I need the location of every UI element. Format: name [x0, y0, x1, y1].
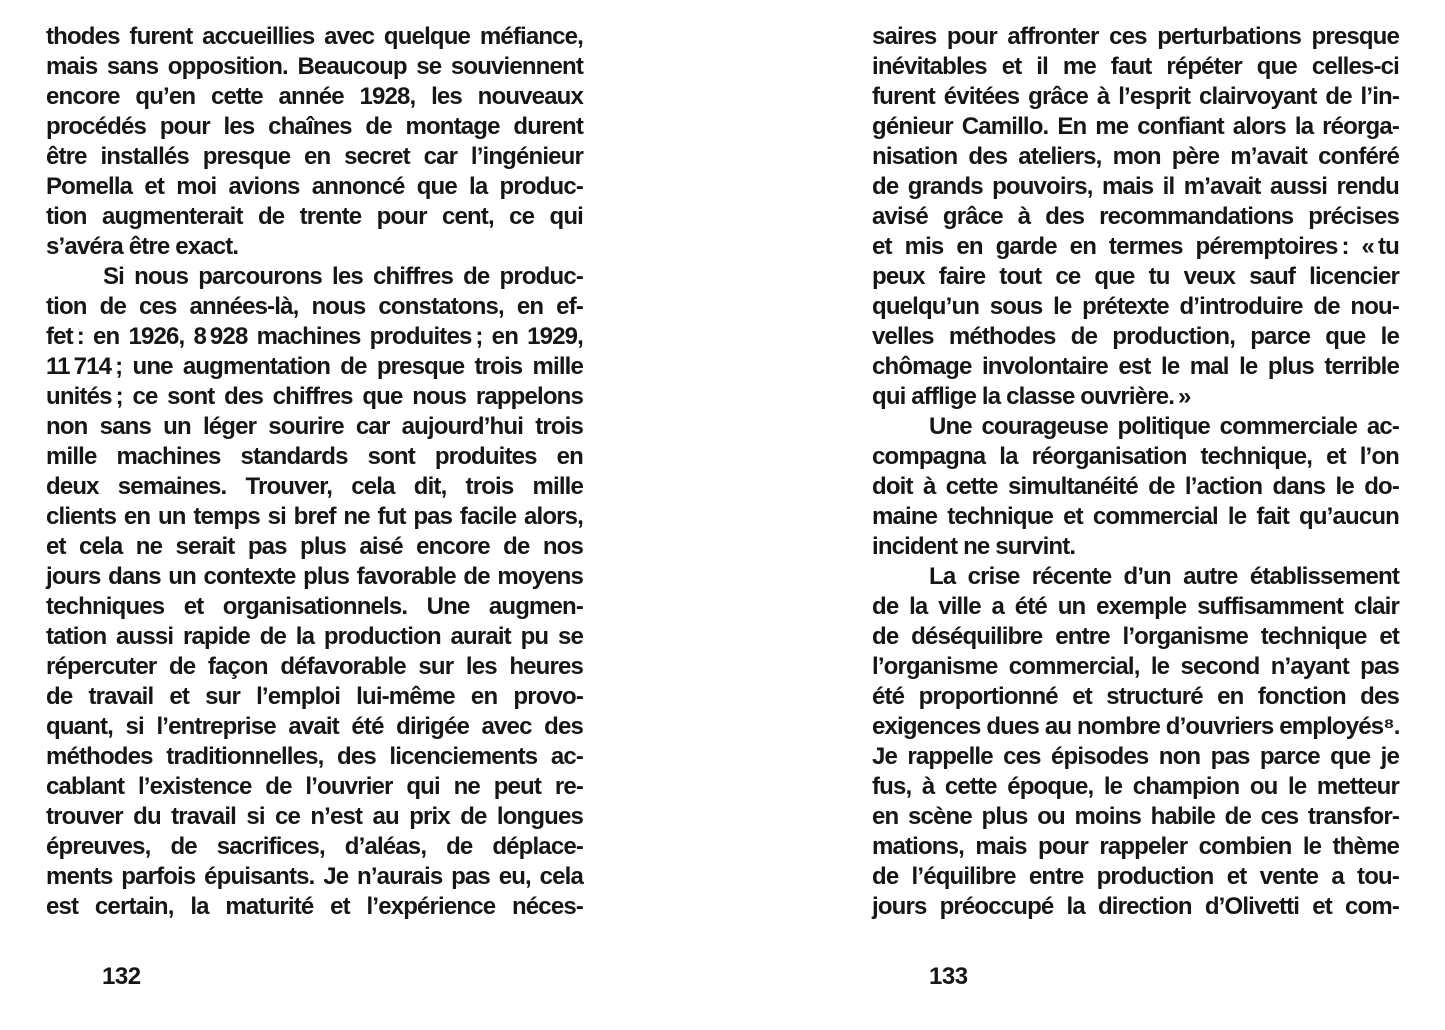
- text-line: Je rappelle ces épisodes non pas parce que je: [872, 743, 1399, 770]
- text-line: quelqu’un sous le prétexte d’introduire de nou-: [872, 293, 1399, 320]
- text-line: cablant l’existence de l’ouvrier qui ne peut re-: [46, 773, 583, 800]
- text-line: incident ne survint.: [872, 533, 1076, 560]
- text-line: de grands pouvoirs, mais il m’avait aussi rendu: [872, 173, 1399, 200]
- text-line: trouver du travail si ce n’est au prix de longues: [46, 803, 583, 830]
- page-number: 133: [929, 963, 968, 990]
- text-line: mille machines standards sont produites en: [46, 443, 583, 470]
- text-line: deux semaines. Trouver, cela dit, trois mille: [46, 473, 583, 500]
- text-line: avisé grâce à des recommandations précises: [872, 203, 1399, 230]
- text-line: mais sans opposition. Beaucoup se souviennent: [46, 53, 583, 80]
- text-line: répercuter de façon défavorable sur les heures: [46, 653, 583, 680]
- page-number: 132: [102, 963, 141, 990]
- text-line: été proportionné et structuré en fonction des: [872, 683, 1399, 710]
- text-line: exigences dues au nombre d’ouvriers employés⁸.: [872, 713, 1400, 740]
- text-line: saires pour affronter ces perturbations presque: [872, 23, 1399, 50]
- text-line: est certain, la maturité et l’expérience néces-: [46, 893, 583, 920]
- text-column: [872, 22, 1399, 922]
- text-line: être installés presque en secret car l’ingénieur: [46, 143, 583, 170]
- text-line: thodes furent accueillies avec quelque méfiance,: [46, 23, 583, 50]
- text-line: de la ville a été un exemple suffisamment clair: [872, 593, 1399, 620]
- text-line: techniques et organisationnels. Une augmen-: [46, 593, 583, 620]
- text-line: s’avéra être exact.: [46, 233, 239, 260]
- text-line: unités ; ce sont des chiffres que nous rappelons: [46, 383, 583, 410]
- text-line: non sans un léger sourire car aujourd’hui trois: [46, 413, 583, 440]
- text-line: tion augmenterait de trente pour cent, ce qui: [46, 203, 583, 230]
- text-line: méthodes traditionnelles, des licenciements ac-: [46, 743, 583, 770]
- book-page-left: [46, 0, 583, 1030]
- text-line: Si nous parcourons les chiffres de produc-: [103, 263, 583, 290]
- text-line: peux faire tout ce que tu veux sauf licencier: [872, 263, 1399, 290]
- text-line: génieur Camillo. En me confiant alors la réorga-: [872, 113, 1399, 140]
- text-line: Une courageuse politique commerciale ac-: [929, 413, 1399, 440]
- text-line: épreuves, de sacrifices, d’aléas, de déplace-: [46, 833, 583, 860]
- text-line: mations, mais pour rappeler combien le thème: [872, 833, 1399, 860]
- text-line: de l’équilibre entre production et vente a tou-: [872, 863, 1399, 890]
- text-line: qui afflige la classe ouvrière. »: [872, 383, 1191, 410]
- text-line: jours préoccupé la direction d’Olivetti et com-: [872, 893, 1399, 920]
- text-line: quant, si l’entreprise avait été dirigée avec des: [46, 713, 583, 740]
- book-page-right: [872, 0, 1399, 1030]
- text-line: de déséquilibre entre l’organisme technique et: [872, 623, 1399, 650]
- text-line: clients en un temps si bref ne fut pas facile alors,: [46, 503, 583, 530]
- text-column: [46, 22, 583, 922]
- text-line: et cela ne serait pas plus aisé encore de nos: [46, 533, 583, 560]
- text-line: Pomella et moi avions annoncé que la produc-: [46, 173, 583, 200]
- text-line: fus, à cette époque, le champion ou le metteur: [872, 773, 1399, 800]
- text-line: jours dans un contexte plus favorable de moyens: [46, 563, 583, 590]
- text-line: compagna la réorganisation technique, et l’on: [872, 443, 1399, 470]
- text-line: inévitables et il me faut répéter que celles-ci: [872, 53, 1399, 80]
- text-line: nisation des ateliers, mon père m’avait conféré: [872, 143, 1399, 170]
- text-line: tation aussi rapide de la production aurait pu se: [46, 623, 583, 650]
- text-line: furent évitées grâce à l’esprit clairvoyant de l’in-: [872, 83, 1399, 110]
- text-line: tion de ces années-là, nous constatons, en ef-: [46, 293, 583, 320]
- text-line: maine technique et commercial le fait qu’aucun: [872, 503, 1399, 530]
- text-line: 11 714 ; une augmentation de presque trois mille: [46, 353, 583, 380]
- text-line: fet : en 1926, 8 928 machines produites ; en 1929,: [46, 323, 583, 350]
- text-line: procédés pour les chaînes de montage durent: [46, 113, 583, 140]
- text-line: et mis en garde en termes péremptoires : « tu: [872, 233, 1399, 260]
- text-line: de travail et sur l’emploi lui-même en provo-: [46, 683, 583, 710]
- text-line: doit à cette simultanéité de l’action dans le do-: [872, 473, 1399, 500]
- text-line: ments parfois épuisants. Je n’aurais pas eu, cela: [46, 863, 583, 890]
- text-line: encore qu’en cette année 1928, les nouveaux: [46, 83, 583, 110]
- text-line: l’organisme commercial, le second n’ayant pas: [872, 653, 1399, 680]
- text-line: en scène plus ou moins habile de ces transfor-: [872, 803, 1399, 830]
- text-line: velles méthodes de production, parce que le: [872, 323, 1399, 350]
- text-line: La crise récente d’un autre établissement: [929, 563, 1399, 590]
- text-line: chômage involontaire est le mal le plus terrible: [872, 353, 1399, 380]
